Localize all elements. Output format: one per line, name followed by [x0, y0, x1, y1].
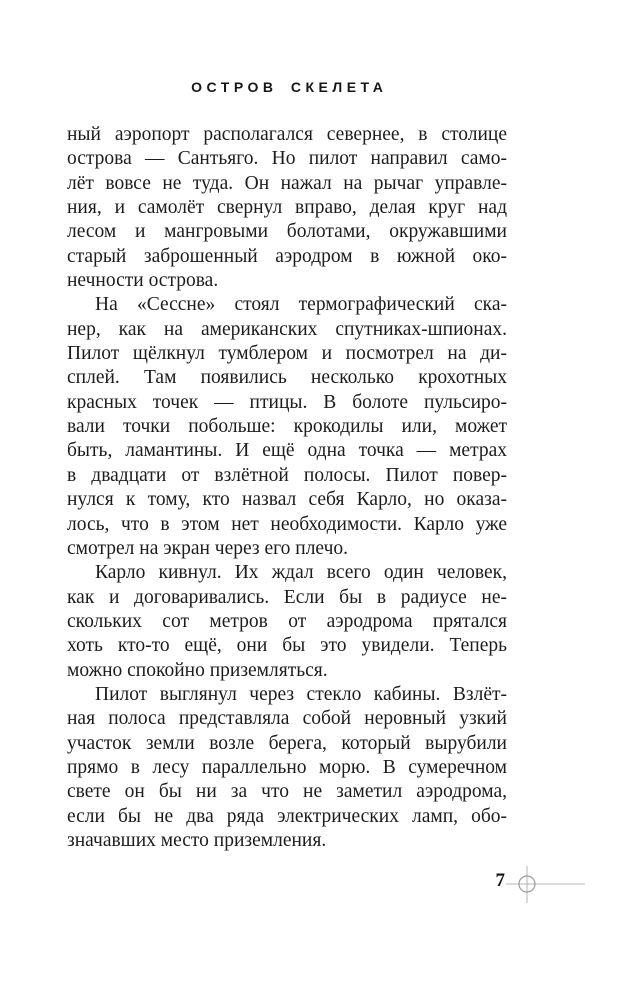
- text-line: смотрел на экран через его плечо.: [67, 537, 349, 559]
- text-line: ный аэропорт располагался севернее, в столице: [67, 124, 507, 145]
- text-line: вали точки побольше: крокодилы или, может: [67, 416, 507, 438]
- running-head: ОСТРОВ СКЕЛЕТА: [191, 79, 388, 95]
- text-line: На «Сессне» стоял термографический ска-: [95, 294, 507, 316]
- page-number: 7: [495, 870, 505, 891]
- text-line: нер, как на американских спутниках-шпионах.: [67, 318, 507, 340]
- text-line: участок земли возле берега, который вырубили: [67, 732, 507, 754]
- text-line: нечности острова.: [67, 270, 219, 292]
- text-line: свете он бы ни за что не заметил аэродрома,: [67, 781, 507, 803]
- text-line: быть, ламантины. И ещё одна точка — метрах: [67, 440, 507, 462]
- text-line: скольких сот метров от аэродрома прятался: [67, 610, 507, 632]
- text-line: если бы не два ряда электрических ламп, обо-: [67, 805, 507, 827]
- text-line: нулся к тому, кто назвал себя Карло, но оказа-: [67, 489, 507, 511]
- paragraph: [67, 293, 507, 561]
- text-line: значавших место приземления.: [67, 829, 327, 851]
- paragraph: [67, 683, 507, 853]
- paragraph: [67, 123, 507, 293]
- text-line: красных точек — птицы. В болоте пульсиро-: [67, 391, 507, 413]
- text-line: как и договаривались. Если бы в радиусе не-: [67, 586, 507, 608]
- text-line: Пилот щёлкнул тумблером и посмотрел на ди-: [67, 343, 507, 365]
- text-line: лось, что в этом нет необходимости. Карло уже: [67, 513, 507, 535]
- text-line: старый заброшенный аэродром в южной око-: [67, 245, 507, 267]
- text-line: острова — Сантьяго. Но пилот направил само-: [67, 148, 507, 170]
- paragraph: [67, 561, 507, 683]
- text-line: прямо в лесу параллельно морю. В сумеречном: [67, 756, 507, 778]
- text-line: хоть кто-то ещё, они бы это увидели. Теперь: [67, 635, 507, 657]
- registration-mark-icon: [500, 860, 590, 908]
- text-line: сплей. Там появились несколько крохотных: [67, 367, 507, 389]
- text-line: лёт вовсе не туда. Он нажал на рычаг управле-: [67, 172, 507, 194]
- text-line: Карло кивнул. Их ждал всего один человек,: [95, 562, 507, 584]
- page-body: [67, 123, 507, 853]
- text-line: можно спокойно приземляться.: [67, 659, 328, 681]
- text-line: ния, и самолёт свернул вправо, делая круг над: [67, 197, 507, 219]
- text-line: Пилот выглянул через стекло кабины. Взлёт-: [95, 683, 507, 705]
- text-line: в двадцати от взлётной полосы. Пилот повер-: [67, 464, 507, 486]
- text-line: лесом и мангровыми болотами, окружавшими: [67, 221, 507, 243]
- text-line: ная полоса представляла собой неровный узкий: [67, 708, 507, 730]
